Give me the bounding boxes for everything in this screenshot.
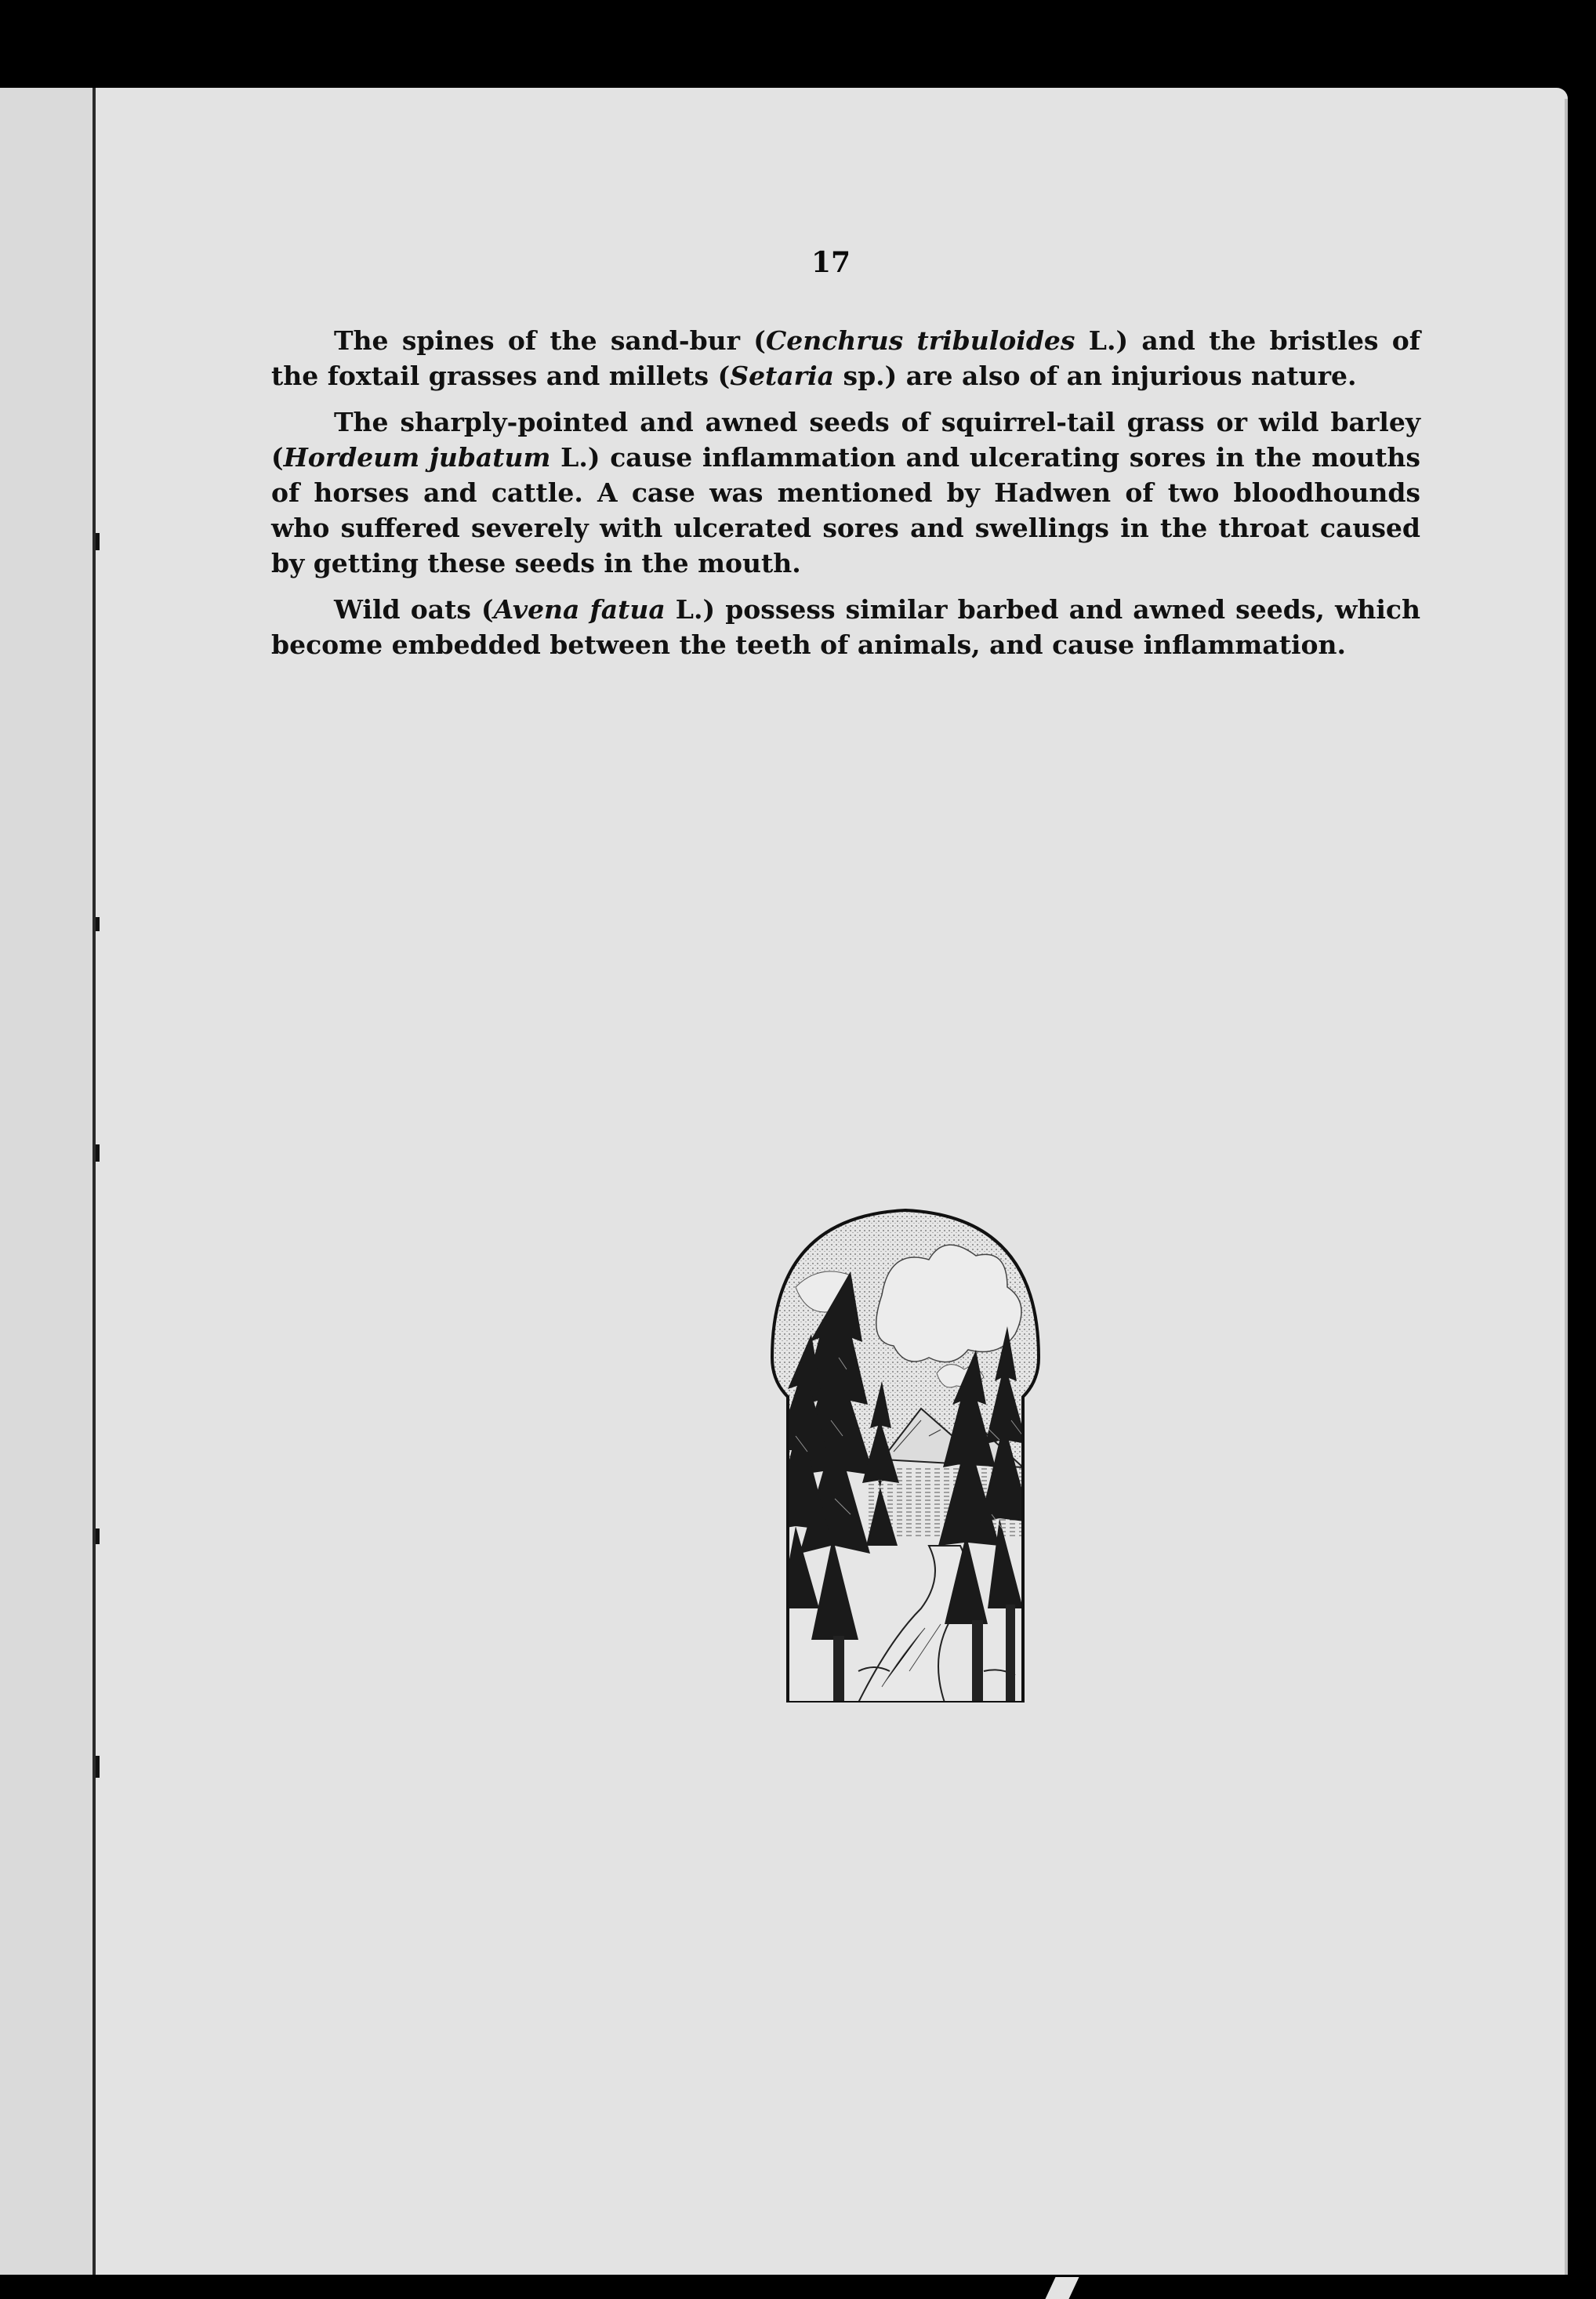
document-page — [94, 88, 1568, 2275]
facing-page-edge — [0, 88, 94, 2275]
page-right-edge — [1565, 99, 1568, 2275]
scan-artifact — [96, 1756, 100, 1778]
page-number: 17 — [811, 246, 851, 279]
body-text — [271, 323, 1420, 673]
paragraph-3: Wild oats (Avena fatua L.) possess similar barbed and awned seeds, which become embedded between the teeth of animals, and cause inflammation. — [271, 594, 1420, 660]
page-spine-line — [92, 88, 96, 2275]
forest-vignette-illustration — [764, 1201, 1046, 1702]
scan-artifact — [96, 1144, 100, 1162]
scan-artifact — [96, 533, 100, 550]
paragraph-2: The sharply-pointed and awned seeds of squirrel-tail grass or wild barley (Hordeum jubatum L.) cause inflammation and ulcerating sores in the mouths of horses and cattle. A case was mentioned by Hadwen of two bloodhounds who suffered severely with ulcerated sores and swellings in the throat caused by getting these seeds in the mouth. — [271, 407, 1420, 578]
paragraph-1: The spines of the sand-bur (Cenchrus tribuloides L.) and the bristles of the foxtail grasses and millets (Setaria sp.) are also of an injurious nature. — [271, 325, 1420, 391]
scan-artifact — [96, 917, 100, 931]
scan-artifact — [96, 1528, 100, 1544]
